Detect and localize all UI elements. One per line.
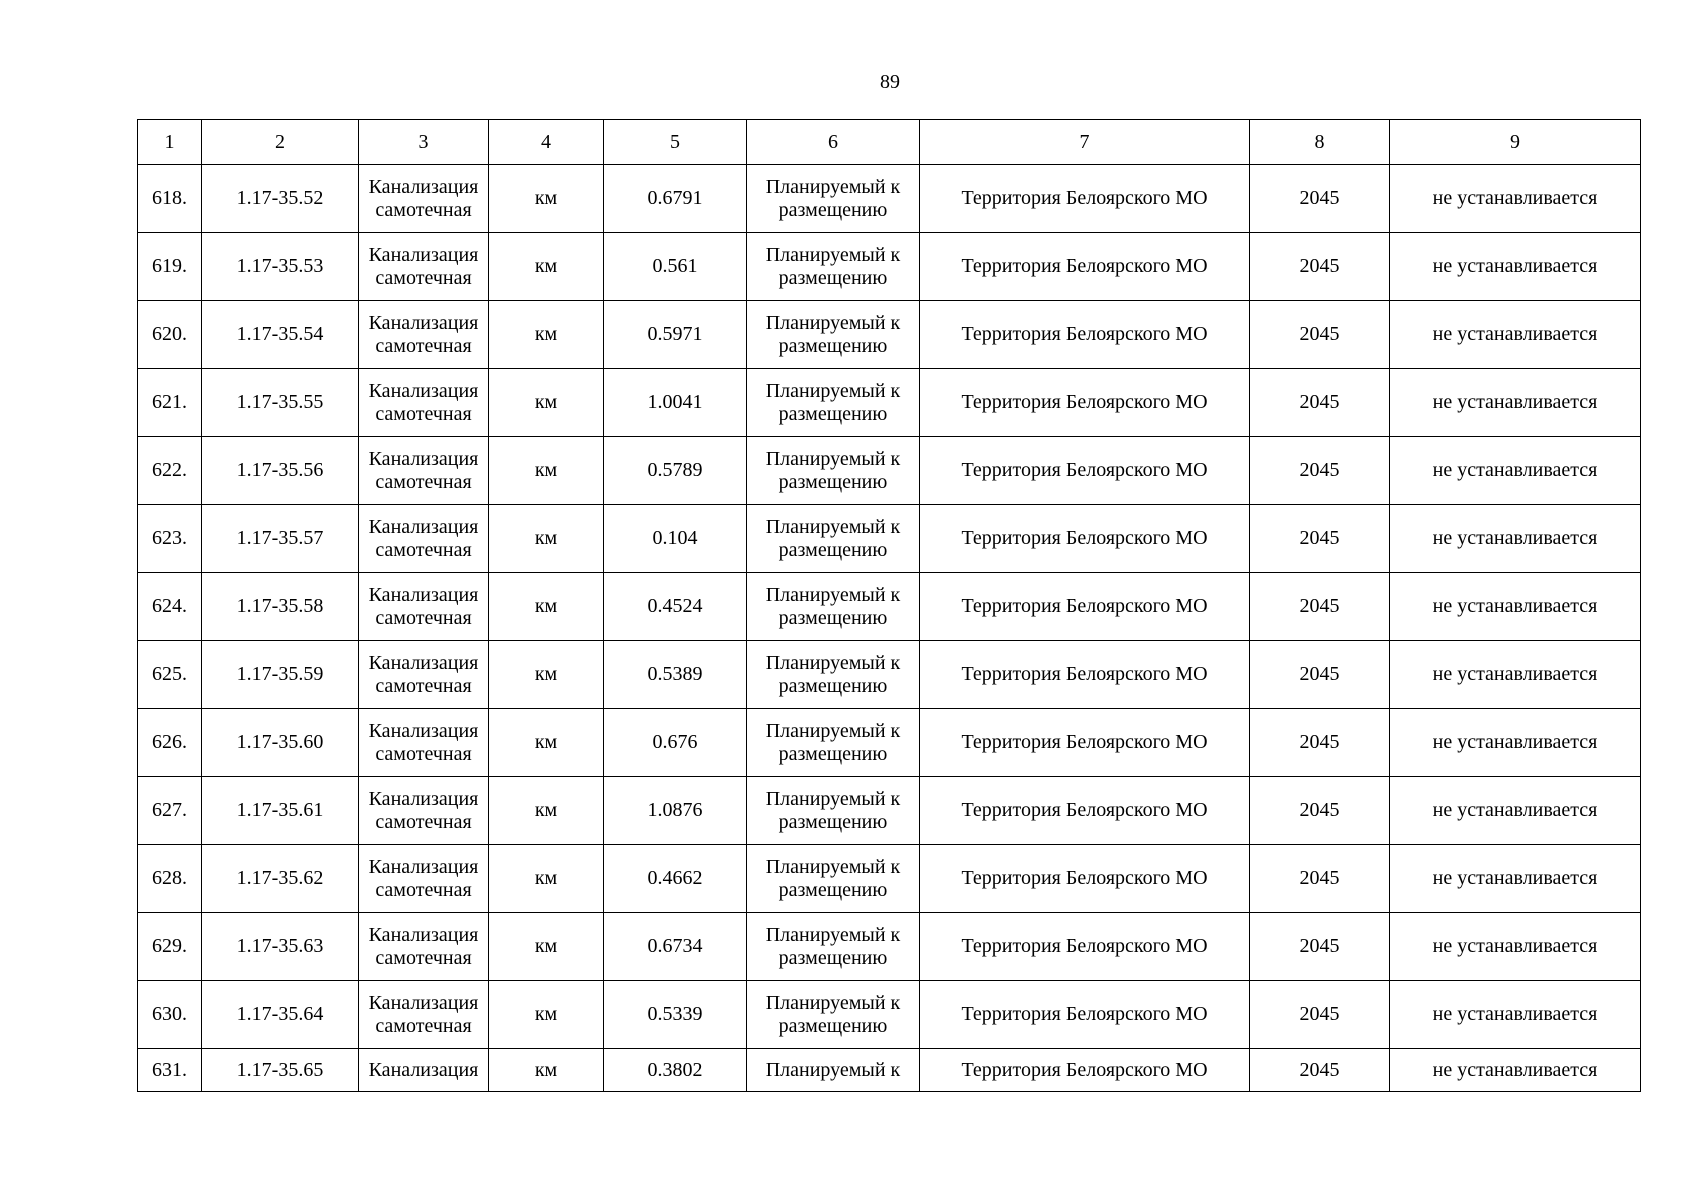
object-type-cell (359, 233, 489, 301)
status-line: размещению (778, 810, 888, 833)
value-cell: 0.676 (604, 709, 747, 777)
object-type-line: самотечная (375, 742, 472, 765)
zone-cell: не устанавливается (1390, 369, 1641, 437)
location-cell: Территория Белоярского МО (920, 709, 1250, 777)
table-row (138, 981, 1641, 1049)
object-type-line: самотечная (375, 402, 472, 425)
object-type-line: Канализация (368, 379, 479, 402)
object-type-cell (359, 573, 489, 641)
zone-cell: не устанавливается (1390, 641, 1641, 709)
column-header: 4 (489, 120, 604, 165)
unit-cell: км (489, 573, 604, 641)
object-type-line: Канализация (368, 651, 479, 674)
unit-cell: км (489, 777, 604, 845)
unit-cell: км (489, 913, 604, 981)
table-row (138, 777, 1641, 845)
object-type-line: самотечная (375, 266, 472, 289)
value-cell: 0.5971 (604, 301, 747, 369)
column-header: 3 (359, 120, 489, 165)
code-cell: 1.17-35.54 (202, 301, 359, 369)
row-number-cell: 627. (138, 777, 202, 845)
status-line: размещению (778, 334, 888, 357)
row-number-cell: 619. (138, 233, 202, 301)
status-line: размещению (778, 198, 888, 221)
row-number-cell: 628. (138, 845, 202, 913)
location-cell: Территория Белоярского МО (920, 301, 1250, 369)
object-type-cell (359, 437, 489, 505)
zone-cell: не устанавливается (1390, 1049, 1641, 1092)
status-line: Планируемый к (765, 787, 901, 810)
table-body (138, 120, 1641, 1092)
location-cell: Территория Белоярского МО (920, 981, 1250, 1049)
value-cell: 0.104 (604, 505, 747, 573)
object-type-line: Канализация (368, 719, 479, 742)
object-type-line: Канализация (368, 583, 479, 606)
status-line: Планируемый к (765, 855, 901, 878)
value-cell: 0.5789 (604, 437, 747, 505)
zone-cell: не устанавливается (1390, 505, 1641, 573)
location-cell: Территория Белоярского МО (920, 777, 1250, 845)
status-line: Планируемый к (765, 583, 901, 606)
object-type-line: самотечная (375, 1014, 472, 1037)
value-cell: 1.0876 (604, 777, 747, 845)
unit-cell: км (489, 1049, 604, 1092)
location-cell: Территория Белоярского МО (920, 369, 1250, 437)
code-cell: 1.17-35.56 (202, 437, 359, 505)
unit-cell: км (489, 233, 604, 301)
code-cell: 1.17-35.58 (202, 573, 359, 641)
object-type-line: Канализация (368, 991, 479, 1014)
table-row (138, 641, 1641, 709)
location-cell: Территория Белоярского МО (920, 505, 1250, 573)
object-type-line: Канализация (368, 923, 479, 946)
zone-cell: не устанавливается (1390, 437, 1641, 505)
value-cell: 0.4662 (604, 845, 747, 913)
status-line: размещению (778, 1014, 888, 1037)
code-cell: 1.17-35.55 (202, 369, 359, 437)
status-line: размещению (778, 878, 888, 901)
object-type-cell (359, 777, 489, 845)
status-cell (747, 165, 920, 233)
status-cell (747, 573, 920, 641)
value-cell: 0.5389 (604, 641, 747, 709)
location-cell: Территория Белоярского МО (920, 913, 1250, 981)
value-cell: 0.5339 (604, 981, 747, 1049)
status-cell (747, 301, 920, 369)
year-cell: 2045 (1250, 913, 1390, 981)
page-number: 89 (880, 71, 900, 93)
object-type-cell (359, 505, 489, 573)
value-cell: 0.561 (604, 233, 747, 301)
object-type-line: самотечная (375, 606, 472, 629)
status-cell (747, 913, 920, 981)
location-cell: Территория Белоярского МО (920, 437, 1250, 505)
row-number-cell: 629. (138, 913, 202, 981)
status-line: размещению (778, 470, 888, 493)
table-row (138, 505, 1641, 573)
code-cell: 1.17-35.63 (202, 913, 359, 981)
status-cell (747, 505, 920, 573)
status-line: Планируемый к (765, 991, 901, 1014)
object-type-cell (359, 369, 489, 437)
object-type-line: Канализация (368, 311, 479, 334)
location-cell: Территория Белоярского МО (920, 641, 1250, 709)
object-type-line: самотечная (375, 470, 472, 493)
year-cell: 2045 (1250, 1049, 1390, 1092)
object-type-line: Канализация (368, 855, 479, 878)
unit-cell: км (489, 369, 604, 437)
object-type-line: самотечная (375, 946, 472, 969)
status-cell (747, 1049, 920, 1092)
unit-cell: км (489, 981, 604, 1049)
unit-cell: км (489, 301, 604, 369)
code-cell: 1.17-35.57 (202, 505, 359, 573)
unit-cell: км (489, 165, 604, 233)
object-type-cell (359, 981, 489, 1049)
year-cell: 2045 (1250, 301, 1390, 369)
status-cell (747, 437, 920, 505)
zone-cell: не устанавливается (1390, 845, 1641, 913)
object-type-cell (359, 1049, 489, 1092)
row-number-cell: 625. (138, 641, 202, 709)
object-type-line: Канализация (368, 243, 479, 266)
table-row (138, 845, 1641, 913)
value-cell: 0.4524 (604, 573, 747, 641)
header-row (138, 120, 1641, 165)
object-type-line: самотечная (375, 674, 472, 697)
zone-cell: не устанавливается (1390, 573, 1641, 641)
status-line: размещению (778, 742, 888, 765)
status-line: размещению (778, 538, 888, 561)
row-number-cell: 621. (138, 369, 202, 437)
object-type-cell (359, 165, 489, 233)
status-line: размещению (778, 266, 888, 289)
status-cell (747, 709, 920, 777)
value-cell: 1.0041 (604, 369, 747, 437)
status-line: размещению (778, 946, 888, 969)
status-line: Планируемый к (765, 379, 901, 402)
year-cell: 2045 (1250, 437, 1390, 505)
table-row (138, 709, 1641, 777)
location-cell: Территория Белоярского МО (920, 845, 1250, 913)
location-cell: Территория Белоярского МО (920, 573, 1250, 641)
status-line: Планируемый к (765, 1058, 901, 1081)
zone-cell: не устанавливается (1390, 981, 1641, 1049)
year-cell: 2045 (1250, 573, 1390, 641)
status-line: размещению (778, 606, 888, 629)
code-cell: 1.17-35.60 (202, 709, 359, 777)
status-line: Планируемый к (765, 447, 901, 470)
row-number-cell: 623. (138, 505, 202, 573)
status-line: Планируемый к (765, 243, 901, 266)
unit-cell: км (489, 437, 604, 505)
code-cell: 1.17-35.59 (202, 641, 359, 709)
status-line: Планируемый к (765, 719, 901, 742)
year-cell: 2045 (1250, 709, 1390, 777)
location-cell: Территория Белоярского МО (920, 165, 1250, 233)
table-row (138, 573, 1641, 641)
status-cell (747, 981, 920, 1049)
column-header: 5 (604, 120, 747, 165)
column-header: 1 (138, 120, 202, 165)
row-number-cell: 626. (138, 709, 202, 777)
object-type-line: самотечная (375, 810, 472, 833)
year-cell: 2045 (1250, 505, 1390, 573)
zone-cell: не устанавливается (1390, 165, 1641, 233)
status-cell (747, 777, 920, 845)
column-header: 8 (1250, 120, 1390, 165)
table-row (138, 369, 1641, 437)
value-cell: 0.6734 (604, 913, 747, 981)
column-header: 2 (202, 120, 359, 165)
location-cell: Территория Белоярского МО (920, 1049, 1250, 1092)
zone-cell: не устанавливается (1390, 233, 1641, 301)
object-type-cell (359, 641, 489, 709)
object-type-line: самотечная (375, 334, 472, 357)
status-line: размещению (778, 402, 888, 425)
row-number-cell: 620. (138, 301, 202, 369)
table-row (138, 913, 1641, 981)
object-type-line: самотечная (375, 878, 472, 901)
row-number-cell: 630. (138, 981, 202, 1049)
code-cell: 1.17-35.53 (202, 233, 359, 301)
object-type-line: Канализация (368, 175, 479, 198)
object-type-cell (359, 913, 489, 981)
object-type-line: Канализация (368, 787, 479, 810)
year-cell: 2045 (1250, 369, 1390, 437)
table-row (138, 233, 1641, 301)
zone-cell: не устанавливается (1390, 301, 1641, 369)
year-cell: 2045 (1250, 641, 1390, 709)
code-cell: 1.17-35.65 (202, 1049, 359, 1092)
year-cell: 2045 (1250, 845, 1390, 913)
row-number-cell: 624. (138, 573, 202, 641)
object-type-cell (359, 845, 489, 913)
location-cell: Территория Белоярского МО (920, 233, 1250, 301)
zone-cell: не устанавливается (1390, 913, 1641, 981)
status-line: размещению (778, 674, 888, 697)
code-cell: 1.17-35.61 (202, 777, 359, 845)
object-type-line: Канализация (368, 515, 479, 538)
status-cell (747, 845, 920, 913)
code-cell: 1.17-35.64 (202, 981, 359, 1049)
column-header: 9 (1390, 120, 1641, 165)
status-cell (747, 641, 920, 709)
year-cell: 2045 (1250, 233, 1390, 301)
year-cell: 2045 (1250, 165, 1390, 233)
status-line: Планируемый к (765, 175, 901, 198)
status-line: Планируемый к (765, 311, 901, 334)
objects-table (137, 119, 1641, 1092)
zone-cell: не устанавливается (1390, 777, 1641, 845)
row-number-cell: 631. (138, 1049, 202, 1092)
table-row (138, 165, 1641, 233)
column-header: 6 (747, 120, 920, 165)
year-cell: 2045 (1250, 981, 1390, 1049)
table-row (138, 437, 1641, 505)
unit-cell: км (489, 845, 604, 913)
year-cell: 2045 (1250, 777, 1390, 845)
column-header: 7 (920, 120, 1250, 165)
table-row (138, 301, 1641, 369)
object-type-cell (359, 709, 489, 777)
value-cell: 0.6791 (604, 165, 747, 233)
zone-cell: не устанавливается (1390, 709, 1641, 777)
object-type-cell (359, 301, 489, 369)
unit-cell: км (489, 641, 604, 709)
status-cell (747, 233, 920, 301)
object-type-line: самотечная (375, 538, 472, 561)
status-line: Планируемый к (765, 651, 901, 674)
value-cell: 0.3802 (604, 1049, 747, 1092)
unit-cell: км (489, 505, 604, 573)
object-type-line: Канализация (368, 447, 479, 470)
unit-cell: км (489, 709, 604, 777)
row-number-cell: 622. (138, 437, 202, 505)
object-type-line: самотечная (375, 198, 472, 221)
table-row (138, 1049, 1641, 1092)
code-cell: 1.17-35.52 (202, 165, 359, 233)
row-number-cell: 618. (138, 165, 202, 233)
object-type-line: Канализация (368, 1058, 479, 1081)
status-line: Планируемый к (765, 515, 901, 538)
status-line: Планируемый к (765, 923, 901, 946)
code-cell: 1.17-35.62 (202, 845, 359, 913)
status-cell (747, 369, 920, 437)
